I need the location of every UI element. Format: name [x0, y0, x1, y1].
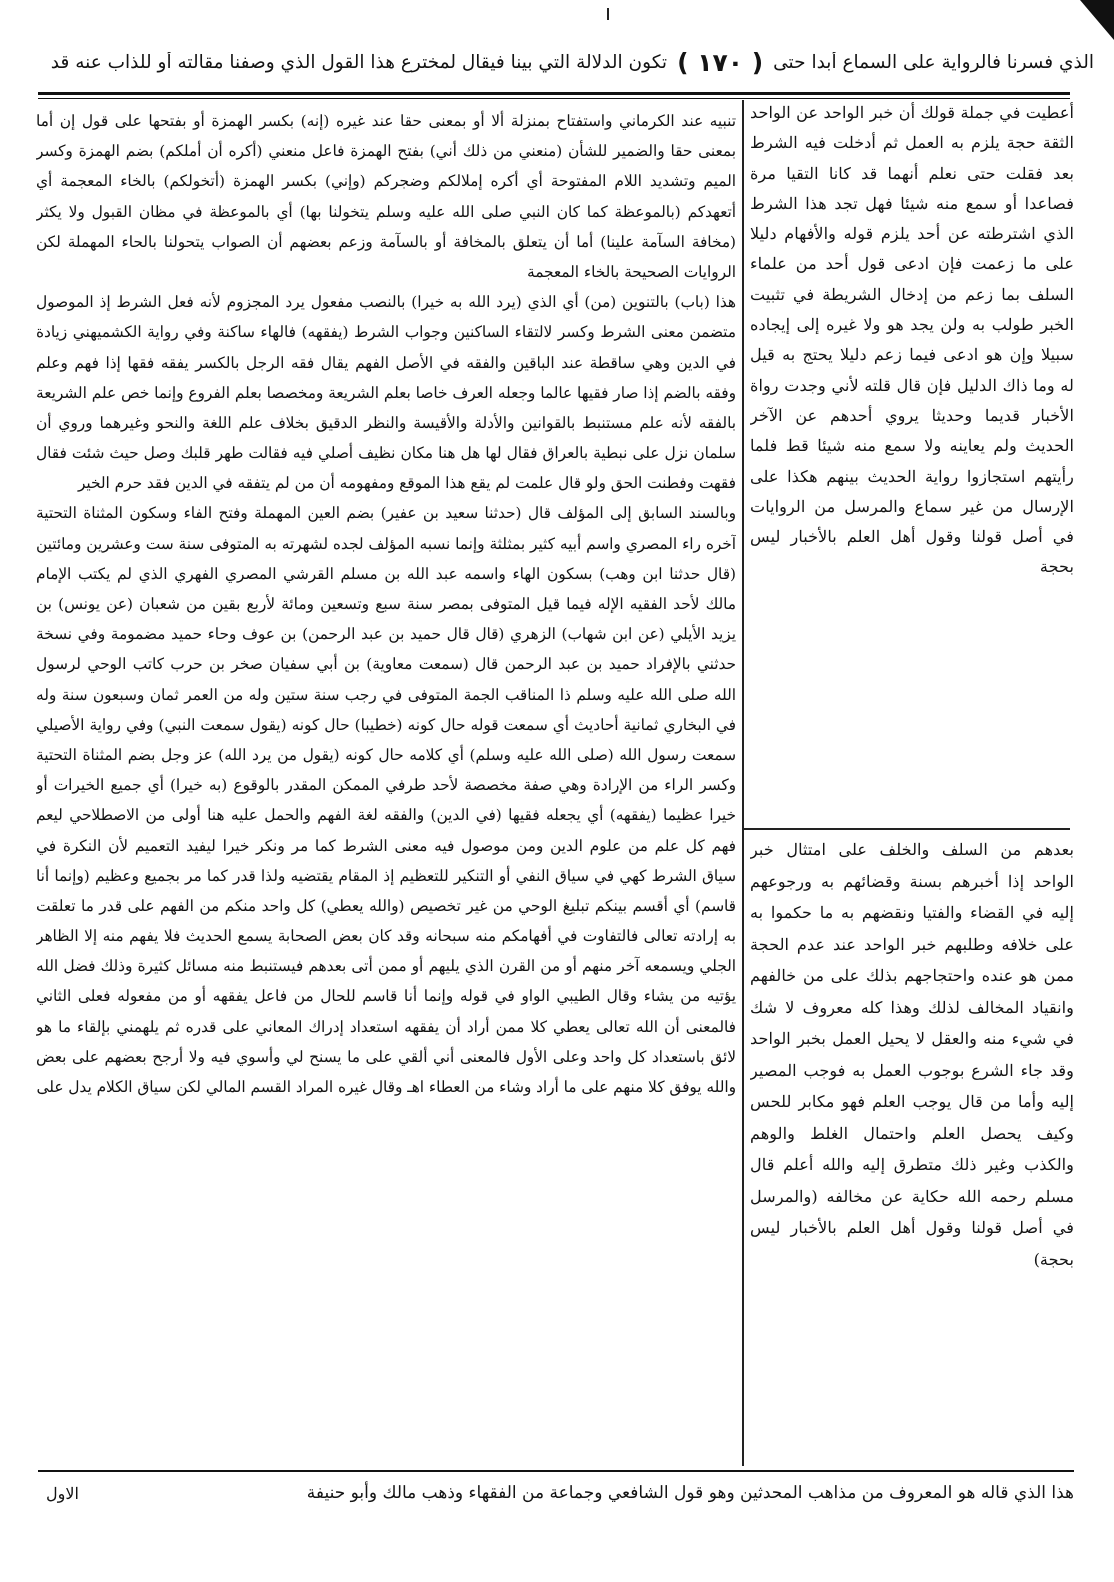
footer-text: هذا الذي قاله هو المعروف من مذاهب المحدثين وهو قول الشافعي وجماعة من الفقهاء وذهب مالك وأبو حنيفة: [306, 1483, 1074, 1503]
footer-signature: الاول: [46, 1483, 79, 1503]
header-left-text: تكون الدلالة التي بينا فيقال لمخترع هذا القول الذي وصفنا مقالته أو للذاب عنه قد: [50, 51, 668, 73]
page-footer: [38, 1476, 1074, 1510]
side-text-upper: أعطيت في جملة قولك أن خبر الواحد عن الواحد الثقة حجة يلزم به العمل ثم أدخلت فيه الشرط بعد فقلت حتى نعلم أنهما قد كانا التقيا مرة فصاعدا أو سمع منه شيئا فهل تجد هذا الشرط الذي اشترطته عن أحد يلزم قوله والأفهام دليلا على ما زعمت فإن ادعى قول أحد من علماء السلف بما زعم من إدخال الشريطة في تثبيت الخبر طولب به ولن يجد هو ولا غيره إلى إيجاده سبيلا وإن هو ادعى فيما زعم دليلا يحتج به قيل له وما ذاك الدليل فإن قال قلته لأني وجدت رواة الأخبار قديما وحديثا يروي أحدهم عن الآخر الحديث ولم يعاينه ولا سمع منه شيئا قط فلما رأيتهم استجازوا رواية الحديث بينهم هكذا على الإرسال من غير سماع والمرسل من الروايات في أصل قولنا وقول أهل العلم بالأخبار ليس بحجة: [750, 103, 1074, 577]
side-column-lower: [750, 834, 1074, 1466]
side-text-lower: بعدهم من السلف والخلف على امتثال خبر الواحد إذا أخبرهم بسنة وقضائهم به ورجوعهم إليه في القضاء والفتيا ونقضهم به ما حكموا به على خلافه وطلبهم خبر الواحد عند عدم الحجة ممن هو عنده واحتجاجهم بذلك على من خالفهم وانقياد المخالف لذلك وهذا كله معروف لا شك في شيء منه والعقل لا يحيل العمل بخبر الواحد وقد جاء الشرع بوجوب العمل به فوجب المصير إليه وأما من قال يوجب العلم فهو مكابر للحس وكيف يحصل العلم واحتمال الغلط والوهم والكذب وغير ذلك متطرق إليه والله أعلم قال مسلم رحمه الله حكاية عن مخالفه (والمرسل في أصل قولنا وقول أهل العلم بالأخبار ليس بحجة): [750, 840, 1074, 1269]
commentary-paragraph: هذا (باب) بالتنوين (من) أي الذي (يرد الله به خيرا) بالنصب مفعول يرد المجزوم لأنه فعل الشرط إذ الموصول متضمن معنى الشرط وكسر لالتقاء الساكنين وجواب الشرط (يفقهه) فالهاء ساكنة وفي رواية الكشميهني زيادة في الدين وهي ساقطة عند الباقين والفقه في الأصل الفهم يقال فقه الرجل بالكسر يفقه فقها إذا فهم وعلم وفقه بالضم إذا صار فقيها عالما وجعله العرف خاصا بعلم الشريعة ومخصصا بعلم الفروع وإنما خص علم الشريعة بالفقه لأنه علم مستنبط بالقوانين والأدلة والأقيسة والنظر الدقيق بخلاف علم اللغة والنحو وغيرهما وروي أن سلمان نزل على نبطية بالعراق فقال لها هل هنا مكان نظيف أصلي فيه فقالت طهر قلبك وصل حيث شئت فقال فقهت وفطنت الحق ولو قال علمت لم يقع هذا الموقع ومفهومه أن من لم يتفقه في الدين فقد حرم الخير: [36, 293, 736, 493]
commentary-paragraph: تنبيه عند الكرماني واستفتاح بمنزلة ألا أو بمعنى حقا عند غيره (إنه) بكسر الهمزة أو بفتحها على قول إن أما بمعنى حقا والضمير للشأن (منعني من ذلك أني) بفتح الهمزة فاعل منعني (أكره أن أملكم) بضم الهمزة وكسر الميم وتشديد اللام المفتوحة أي أكره إملالكم وضجركم (وإني) بكسر الهمزة (أتخولكم) بالخاء المعجمة أي أتعهدكم (بالموعظة كما كان النبي صلى الله عليه وسلم يتخولنا بها) أي بالموعظة في مظان القبول ولا يكثر (مخافة السآمة علينا) أما أن يتعلق بالمخافة أو بالسآمة وزعم بعضهم أن الصواب يتحولنا بالحاء المهملة لكن الروايات الصحيحة بالخاء المعجمة: [36, 112, 736, 281]
header-right-text: الذي فسرنا فالرواية على السماع أبدا حتى: [773, 51, 1094, 73]
header-rule-thick: [38, 92, 1070, 95]
page-header: [18, 38, 1094, 86]
corner-mark: [1080, 0, 1114, 40]
commentary-column: [36, 106, 736, 1464]
side-column-divider: [744, 828, 1070, 830]
commentary-paragraph: وبالسند السابق إلى المؤلف قال (حدثنا سعيد بن عفير) بضم العين المهملة وفتح الفاء وسكون المثناة التحتية آخره راء المصري واسم أبيه كثير بمثلثة وإنما نسبه المؤلف لجده لشهرته به المتوفى سنة ست وعشرين ومائتين (قال حدثنا ابن وهب) بسكون الهاء واسمه عبد الله بن مسلم القرشي المصري الفهري الذي لم يكتب الإمام مالك لأحد الفقيه الإله فيما قيل المتوفى بمصر سنة سبع وتسعين ومائة لأربع بقين من شعبان (عن يونس) بن يزيد الأيلي (عن ابن شهاب) الزهري (قال قال حميد بن عبد الرحمن) بن عوف وحاء حميد مضمومة وفي نسخة حدثني بالإفراد حميد بن عبد الرحمن قال (سمعت معاوية) بن أبي سفيان صخر بن حرب كاتب الوحي لرسول الله صلى الله عليه وسلم ذا المناقب الجمة المتوفى في رجب سنة ستين وله من العمر ثمان وسبعون سنة وله في البخاري ثمانية أحاديث أي سمعت قوله حال كونه (خطيبا) حال كونه (يقول سمعت النبي) وفي رواية الأصيلي سمعت رسول الله (صلى الله عليه وسلم) أي كلامه حال كونه (يقول من يرد الله) عز وجل بضم المثناة التحتية وكسر الراء من الإرادة وهي صفة مخصصة لأحد طرفي الممكن المقدر بالوقوع (به خيرا) أي جميع الخيرات أو خيرا عظيما (يفقهه) أي يجعله فقيها (في الدين) والفقه لغة الفهم والحمل عليه هنا أولى من الاصطلاحي ليعم فهم كل علم من علوم الدين ومن موصول فيه معنى الشرط كما مر ونكر خيرا ليفيد التعميم لأن النكرة في سياق الشرط كهي في سياق النفي أو التنكير للتعظيم إذ المقام يقتضيه ولذا قدر كما مر بجميع وعظيم (وإنما أنا قاسم) أي أقسم بينكم تبليغ الوحي من غير تخصيص (والله يعطي) كل واحد منكم من الفهم على قدر ما تعلقت به إرادته تعالى فالتفاوت في أفهامكم منه سبحانه وقد كان بعض الصحابة يسمع الحديث فلا يفهم منه إلا الظاهر الجلي ويسمعه آخر منهم أو من القرن الذي يليهم أو ممن أتى بعدهم فيستنبط منه مسائل كثيرة وذلك فضل الله يؤتيه من يشاء وقال الطيبي الواو في قوله وإنما أنا قاسم للحال من فاعل يفقهه أو من مفعوله فعلى الثاني فالمعنى أن الله تعالى يعطي كلا ممن أراد أن يفقهه استعداد إدراك المعاني على قدره ثم يلهمني بإلقاء ما هو لائق باستعداد كل واحد وعلى الأول فالمعنى أني ألقي على ما يسنح لي وأسوي فيه ولا أرجح بعضهم على بعض والله يوفق كلا منهم على ما أراد وشاء من العطاء اهـ وقال غيره المراد القسم المالي لكن سياق الكلام يدل على: [36, 504, 736, 1096]
side-column-upper: [750, 98, 1074, 826]
footer-rule: [38, 1470, 1074, 1472]
top-tick-mark: [607, 8, 609, 20]
column-divider: [742, 100, 744, 1466]
page-number: ( ١٧٠ ): [677, 47, 764, 77]
